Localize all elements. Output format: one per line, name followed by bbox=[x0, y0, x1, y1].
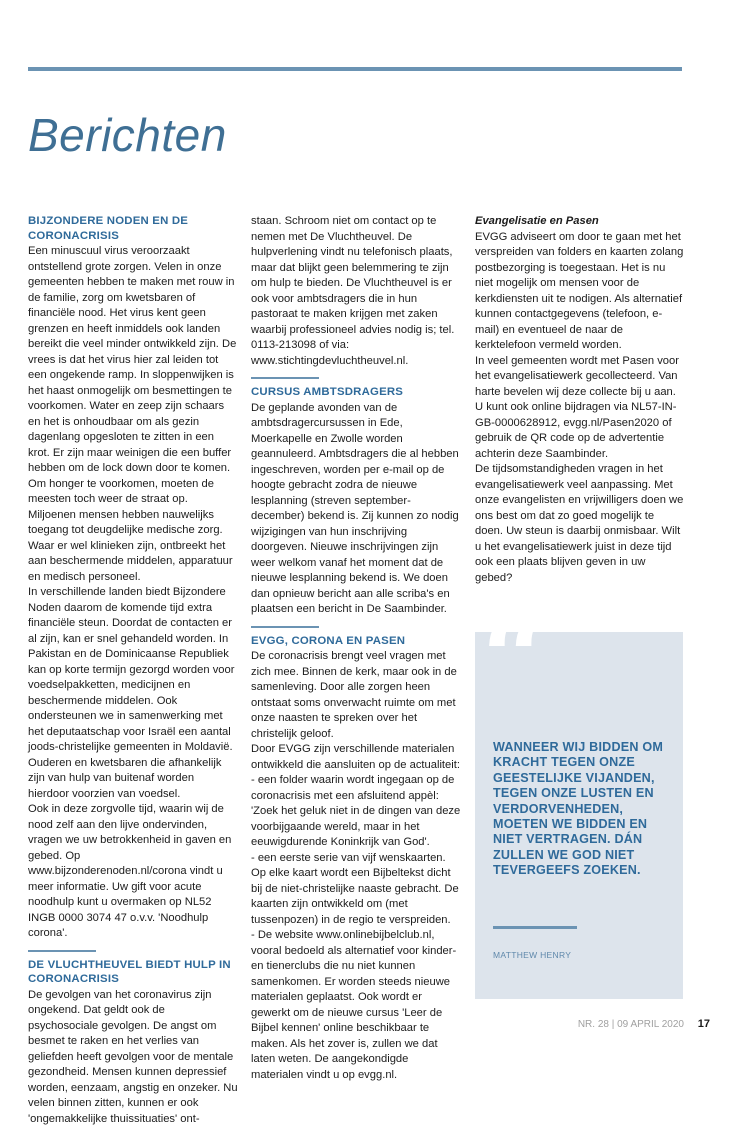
page-title: Berichten bbox=[28, 108, 227, 162]
quote-divider bbox=[493, 926, 577, 929]
quote-mark-icon: “ bbox=[481, 600, 549, 718]
paragraph: De coronacrisis brengt veel vragen met zich mee. Binnen de kerk, maar ook in de samenleving. Door alle zorgen heen ontstaat soms onverwacht ruimte om met onze naasten te spreken over het christelijk geloof. bbox=[251, 649, 463, 742]
issue-info: NR. 28 | 09 APRIL 2020 bbox=[578, 1019, 684, 1030]
paragraph: - een eerste serie van vijf wenskaarten. Op elke kaart wordt een Bijbeltekst dicht bij de niet-christelijke naaste gebracht. De kaarten zijn ontwikkeld om (met tussenpozen) in de regio te verspreiden. bbox=[251, 851, 463, 929]
column-1 bbox=[28, 214, 238, 1127]
paragraph: EVGG adviseert om door te gaan met het verspreiden van folders en kaarten zolang postbezorging is toegestaan. Het is nu niet mogelijk om mensen voor de kerkdiensten uit te nodigen. Als alternatief kunnen contactgegevens (telefoon, e-mail) en eventueel de naar de kerktelefoon vermeld worden. bbox=[475, 230, 685, 354]
paragraph: In verschillende landen biedt Bijzondere Noden daarom de komende tijd extra financiële steun. Doordat de contacten er al zijn, kan er snel gehandeld worden. In Pakistan en de Dominicaanse Republiek kan op korte termijn gezorgd worden voor voedselpakketten, medicijnen en beschermende middelen. Ook ondersteunen we in samenwerking met het deputaatschap voor Israël een aantal joods-christelijke gemeenten in Moldavië. Ouderen en kwetsbaren die afhankelijk zijn van hulp van buitenaf worden hierdoor voorzien van voedsel. bbox=[28, 585, 238, 802]
section-divider bbox=[28, 950, 96, 952]
paragraph: De gevolgen van het coronavirus zijn ongekend. Dat geldt ook de psychosociale gevolgen. De angst om besmet te raken en het verlies van geliefden heeft gevolgen voor de mentale gezondheid. Mensen kunnen depressief worden, eenzaam, angstig en onzeker. Nu velen binnen zitten, kunnen er ook 'ongemakkelijke thuissituaties' ont- bbox=[28, 988, 238, 1127]
section-heading-vluchtheuvel: DE VLUCHTHEUVEL BIEDT HULP IN CORONACRISIS bbox=[28, 958, 238, 987]
paragraph: Een minuscuul virus veroorzaakt ontstellend grote zorgen. Velen in onze gemeenten hebben te maken met rouw in de familie, zorg om kwetsbaren of financiële nood. Het virus kent geen grenzen en heeft inmiddels ook landen bereikt die veel minder ontwikkeld zijn. De vrees is dat het virus hier zal leiden tot een ongekende ramp. In sloppenwijken is het haast onmogelijk om besmettingen te voorkomen. Water en zeep zijn schaars en het is onhoudbaar om als gezin dagenlang opgesloten te zitten in een krot. Er zijn maar weinigen die een buffer hebben om de lock down door te komen. Om honger te voorkomen, moeten de meesten toch weer de straat op. Miljoenen mensen hebben nauwelijks toegang tot deugdelijke medische zorg. Waar er wel klinieken zijn, ontbreekt het aan beschermende middelen, apparatuur en medisch personeel. bbox=[28, 244, 238, 585]
page-number: 17 bbox=[698, 1018, 710, 1030]
paragraph: In veel gemeenten wordt met Pasen voor het evangelisatiewerk gecollecteerd. Van harte bevelen wij deze collecte bij u aan. U kunt ook online bijdragen via NL57-IN-GB-0000628912, evgg.nl/Pasen2020 of gebruik de QR code op de advertentie achterin deze Saambinder. bbox=[475, 354, 685, 463]
pull-quote bbox=[475, 632, 683, 999]
section-divider bbox=[251, 626, 319, 628]
section-heading-evangelisatie-pasen: Evangelisatie en Pasen bbox=[475, 214, 685, 230]
paragraph: De geplande avonden van de ambtsdragercursussen in Ede, Moerkapelle en Zwolle worden geannuleerd. Ambtsdragers die al hebben ingeschreven, worden per e-mail op de hoogte gebracht zodra de nieuwe lesplanning (streven september-december) bekend is. Zij kunnen zo nodig wijzigingen van hun inschrijving doorgeven. Nieuwe inschrijvingen zijn weer welkom vanaf het moment dat de nieuwe lesplanning bekend is. We doen dan opnieuw bericht aan alle scriba's en plaatsen een bericht in De Saambinder. bbox=[251, 401, 463, 618]
section-heading-bijzondere-noden: BIJZONDERE NODEN EN DE CORONACRISIS bbox=[28, 214, 238, 243]
column-3 bbox=[475, 214, 685, 586]
paragraph: - De website www.onlinebijbelclub.nl, vooral bedoeld als alternatief voor kinder- en tienerclubs die nu niet kunnen samenkomen. Er worden steeds nieuwe materialen geplaatst. Ook wordt er gewerkt om de nieuwe cursus 'Leer de Bijbel kennen' online beschikbaar te maken. Als het zover is, zullen we dat laten weten. De aangekondigde materialen vindt u op evgg.nl. bbox=[251, 928, 463, 1083]
column-2 bbox=[251, 214, 463, 1083]
quote-text: WANNEER WIJ BIDDEN OM KRACHT TEGEN ONZE GEESTELIJKE VIJANDEN, TEGEN ONZE LUSTEN EN VERDORVENHEDEN, MOETEN WE BIDDEN EN NIET VERTRAGEN. DÁN ZULLEN WE GOD NIET TEVERGEEFS ZOEKEN. bbox=[493, 740, 673, 879]
quote-author: MATTHEW HENRY bbox=[493, 950, 571, 960]
section-heading-cursus-ambtsdragers: CURSUS AMBTSDRAGERS bbox=[251, 385, 463, 400]
top-rule bbox=[28, 67, 682, 71]
paragraph: De tijdsomstandigheden vragen in het evangelisatiewerk veel aanpassing. Met onze evangelisten en vrijwilligers doen we ons best om dat zo goed mogelijk te doen. Uw steun is daarbij onmisbaar. Wilt u het evangelisatiewerk juist in deze tijd ook een plaats blijven geven in uw gebed? bbox=[475, 462, 685, 586]
section-heading-evgg-corona-pasen: EVGG, CORONA EN PASEN bbox=[251, 634, 463, 649]
paragraph: Door EVGG zijn verschillende materialen ontwikkeld die aansluiten op de actualiteit: bbox=[251, 742, 463, 773]
paragraph: Ook in deze zorgvolle tijd, waarin wij de nood zelf aan den lijve ondervinden, vragen we uw betrokkenheid in gaven en gebed. Op www.bijzonderenoden.nl/corona vindt u meer informatie. Uw gift voor acute noodhulp kunt u overmaken op NL52 INGB 0000 3074 47 o.v.v. 'Noodhulp corona'. bbox=[28, 802, 238, 942]
section-divider bbox=[251, 377, 319, 379]
paragraph: staan. Schroom niet om contact op te nemen met De Vluchtheuvel. De hulpverlening vindt nu telefonisch plaats, maar dat blijkt geen belemmering te zijn om hulp te bieden. De Vluchtheuvel is er ook voor ambtsdragers die in hun pastoraat te maken krijgen met zaken waarbij professioneel advies nodig is; tel. 0113-213098 of via: www.stichtingdevluchtheuvel.nl. bbox=[251, 214, 463, 369]
paragraph: - een folder waarin wordt ingegaan op de coronacrisis met een afsluitend appèl: 'Zoek het geluk niet in de dingen van deze voorbijgaande wereld, maar in het eeuwigdurende Koninkrijk van God'. bbox=[251, 773, 463, 851]
